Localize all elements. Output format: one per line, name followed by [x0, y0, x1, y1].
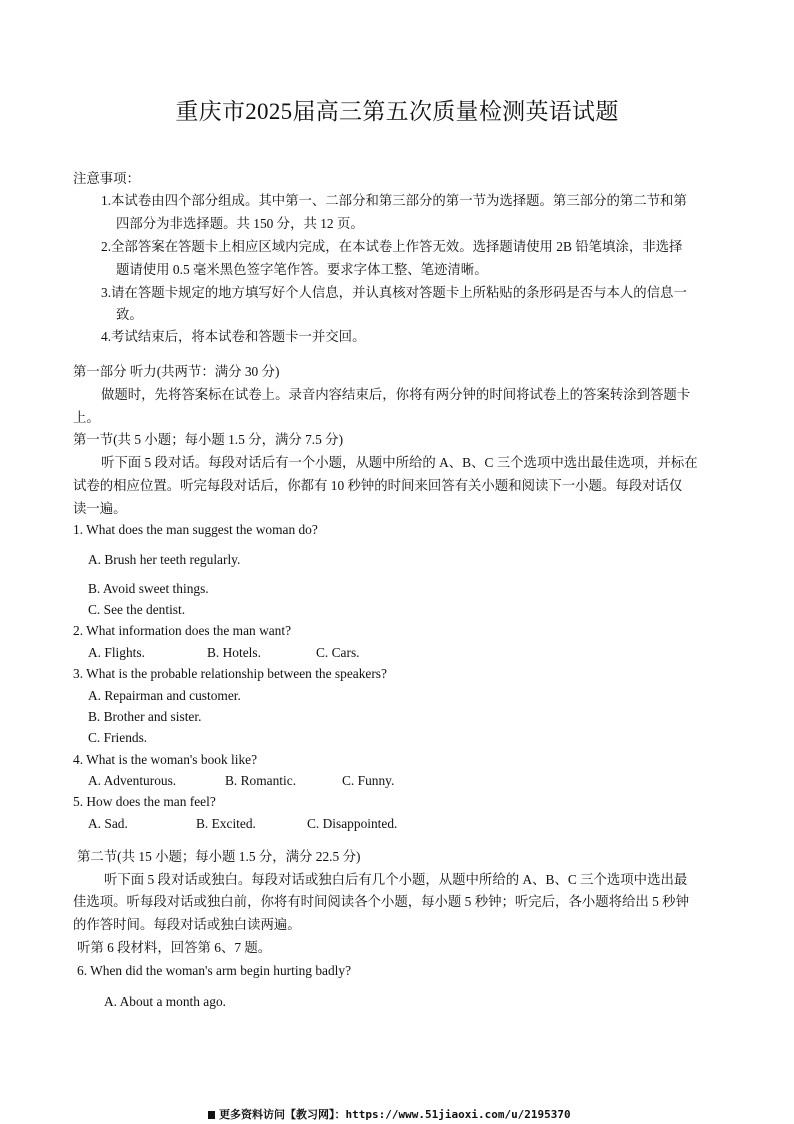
- part1-instruction-line-1: 做题时，先将答案标在试卷上。录音内容结束后，你将有两分钟的时间将试卷上的答案转涂到答题卡: [101, 387, 691, 402]
- question-1-option-a: A. Brush her teeth regularly.: [88, 552, 241, 567]
- notes-heading: 注意事项：: [73, 171, 140, 186]
- question-5-stem: 5. How does the man feel?: [73, 794, 216, 809]
- note-4: 4.考试结束后，将本试卷和答题卡一并交回。: [101, 329, 366, 344]
- question-5-option-b: B. Excited.: [196, 816, 256, 831]
- note-3-line-2: 致。: [116, 307, 143, 322]
- footer-link[interactable]: [208, 1108, 571, 1121]
- question-5-option-c: C. Disappointed.: [307, 816, 398, 831]
- question-2-option-b: B. Hotels.: [207, 645, 261, 660]
- question-1-option-c: C. See the dentist.: [88, 602, 186, 617]
- part1-instruction-line-2: 上。: [73, 410, 100, 425]
- question-3-option-a: A. Repairman and customer.: [88, 688, 241, 703]
- flag-icon: [208, 1111, 215, 1119]
- note-1-line-1: 1.本试卷由四个部分组成。其中第一、二部分和第三部分的第一节为选择题。第三部分的第二节和第: [101, 193, 687, 208]
- note-1-line-2: 四部分为非选择题。共 150 分，共 12 页。: [116, 216, 364, 231]
- material-6-instruction: 听第 6 段材料，回答第 6、7 题。: [77, 940, 272, 955]
- section1-instruction-line-1: 听下面 5 段对话。每段对话后有一个小题，从题中所给的 A、B、C 三个选项中选出最佳选项，并标在: [101, 455, 698, 470]
- section1-instruction-line-2: 试卷的相应位置。听完每段对话后，你都有 10 秒钟的时间来回答有关小题和阅读下一小题。每段对话仅: [73, 478, 683, 493]
- question-1-option-b: B. Avoid sweet things.: [88, 581, 209, 596]
- part1-heading: 第一部分 听力(共两节：满分 30 分): [73, 364, 280, 379]
- note-2-line-2: 题请使用 0.5 毫米黑色签字笔作答。要求字体工整、笔迹清晰。: [116, 262, 488, 277]
- question-4-option-a: A. Adventurous.: [88, 773, 177, 788]
- section2-instruction-line-1: 听下面 5 段对话或独白。每段对话或独白后有几个小题，从题中所给的 A、B、C 三个选项中选出最: [104, 872, 688, 887]
- question-2-option-a: A. Flights.: [88, 645, 145, 660]
- question-4-option-c: C. Funny.: [342, 773, 395, 788]
- question-3-option-c: C. Friends.: [88, 730, 148, 745]
- question-2-option-c: C. Cars.: [316, 645, 360, 660]
- page-title: 重庆市2025届高三第五次质量检测英语试题: [175, 99, 619, 124]
- section1-heading: 第一节(共 5 小题；每小题 1.5 分，满分 7.5 分): [73, 432, 344, 447]
- footer-text[interactable]: 更多资料访问【教习网】：https://www.51jiaoxi.com/u/2195370: [219, 1108, 571, 1121]
- note-2-line-1: 2.全部答案在答题卡上相应区域内完成，在本试卷上作答无效。选择题请使用 2B 铅笔填涂，非选择: [101, 239, 683, 254]
- question-3-stem: 3. What is the probable relationship between the speakers?: [73, 666, 387, 681]
- section1-instruction-line-3: 读一遍。: [73, 501, 127, 516]
- question-6-option-a: A. About a month ago.: [104, 994, 226, 1009]
- question-6-stem: 6. When did the woman's arm begin hurting badly?: [77, 963, 352, 978]
- question-3-option-b: B. Brother and sister.: [88, 709, 202, 724]
- question-4-option-b: B. Romantic.: [225, 773, 297, 788]
- question-1-stem: 1. What does the man suggest the woman do?: [73, 522, 318, 537]
- question-2-stem: 2. What information does the man want?: [73, 623, 292, 638]
- question-5-option-a: A. Sad.: [88, 816, 128, 831]
- section2-instruction-line-3: 的作答时间。每段对话或独白读两遍。: [73, 917, 301, 932]
- note-3-line-1: 3.请在答题卡规定的地方填写好个人信息，并认真核对答题卡上所粘贴的条形码是否与本人的信息一: [101, 285, 687, 300]
- section2-heading: 第二节(共 15 小题；每小题 1.5 分，满分 22.5 分): [77, 849, 361, 864]
- question-4-stem: 4. What is the woman's book like?: [73, 752, 258, 767]
- section2-instruction-line-2: 佳选项。听每段对话或独白前，你将有时间阅读各个小题，每小题 5 秒钟；听完后，各小题将给出 5 秒钟: [73, 894, 689, 909]
